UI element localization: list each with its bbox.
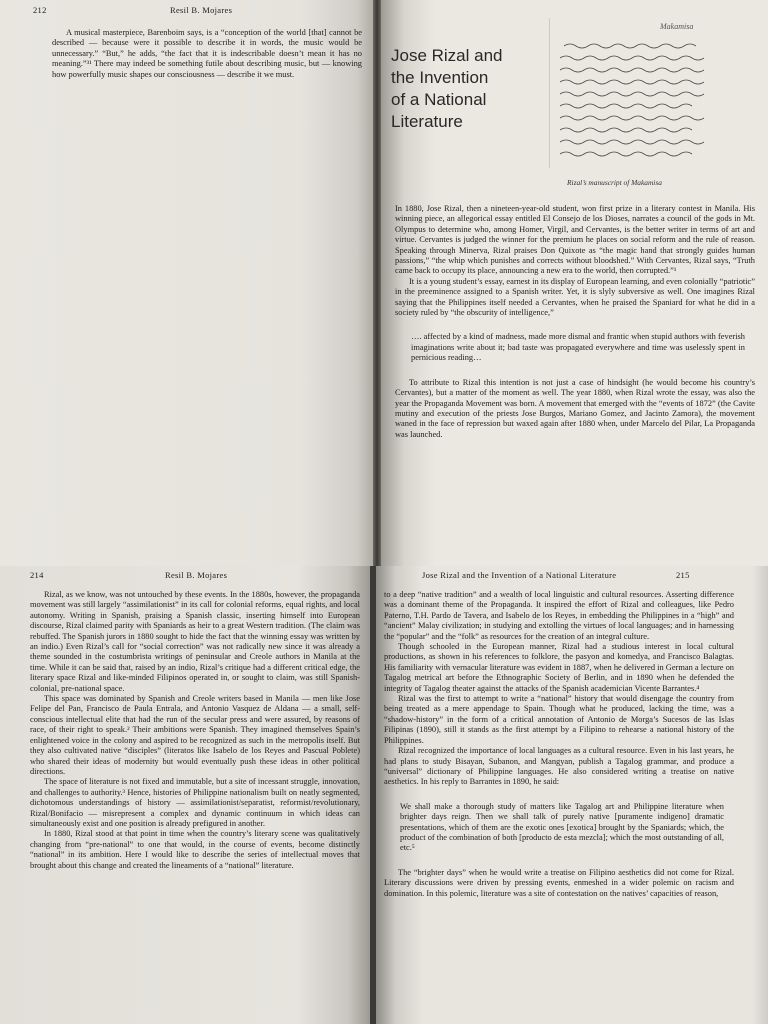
manuscript-image [549,18,760,168]
paragraph: to a deep “native tradition” and a wealth of local linguistic and cultural resources. Asserting difference was a dominant theme of the Propaganda. It inspired the effort of Rizal and colleagues, like Pedro Paterno, T.H. Pardo de Tavera, and Isabelo de los Reyes, in embedding the Philippines in a “high” and “ancient” Malay civilization; in studying and extolling the virtues of local languages; and in harnessing the “popular” and the “folk” as resources for the creation of an integral culture. [384,590,734,641]
paragraph: To attribute to Rizal this intention is not just a case of hindsight (he would become his country’s Cervantes), but a matter of the moment as well. The year 1880, when Rizal wrote the essay, was also the year the Propaganda Movement was born. A movement that emerged with the “events of 1872” (the Cavite mutiny and execution of the priests Jose Burgos, Mariano Gomez, and Jacinto Zamora), the movement waned in the face of repression but waxed again after 1880 when, under Marcelo del Pilar, La Propaganda was launched. [395,377,755,439]
paragraph: Rizal, as we know, was not untouched by these events. In the 1880s, however, the propaganda movement was still largely “assimilationist” in its call for colonial reforms, equal rights, and local autonomy. Writing in Spanish, praising a Spanish classic, inserting himself into European discourse, Rizal claimed parity with Spaniards as heir to a great Western tradition. (The claim was rebuffed. The Spanish jurors in 1880 sought to hide the fact that the winning essay was written by an indio.) Even Rizal’s call for “social correction” was not radically new since it was already a theme sounded in the costumbrista writings of peninsular and Creole authors in Manila at the time. While it can be said that, raised by an indio, Rizal’s critique had a different critical edge, the literary space Rizal and like-minded Filipinos operated in, or sought to claim, was still Spanish-colonial, pre-national space. [30,590,360,693]
block-quote: …. affected by a kind of madness, made more dismal and frantic when stupid authors with feverish imaginations write about it; bad taste was propagated everywhere and time was uselessly spent in pernicious reading… [411,332,745,363]
page-214 [0,566,370,1024]
paragraph: In 1880, Jose Rizal, then a nineteen-year-old student, won first prize in a literary contest in Manila. His winning piece, an allegorical essay entitled El Consejo de los Dioses, narrates a council of the gods in Mt. Olympus to determine who, among Homer, Virgil, and Cervantes, is the better writer in terms of art and virtue. Cervantes is judged the winner for the premium he places on social reform and the rule of reason. Speaking through Minerva, Rizal praises Don Quixote as “the magic hand that strongly guides human passions,” “the whip which punishes and corrects without bloodshed.” With Cervantes, Rizal says, “Truth came back to occupy its place, announcing a new era to the world, then corrupted.”¹ [395,204,755,276]
paragraph: It is a young student’s essay, earnest in its display of European learning, and even colonially “patriotic” in the preeminence assigned to a Spanish writer. Yet, it is slyly subversive as well. One imagines Rizal saying that the Philippines itself needed a Cervantes, when he praised the Spaniard for what he did in a society ruled by “the obscurity of intelligence,” [395,276,755,318]
page-number: 214 [30,570,44,580]
handwriting-illustration [550,18,760,168]
block-quote: We shall make a thorough study of matters like Tagalog art and Philippine literature when brighter days reign. Then we shall talk of purely native [puramente indigeno] dramatic presentations, which of them are the exotic ones [exotica] brought by the Spaniards; which, the product of the combination of both [producto de esta mezcla]; which the most outstanding of all, etc.⁵ [400,801,724,853]
page-number: 212 [33,5,47,15]
page-213 [381,0,768,566]
running-head: Resil B. Mojares [165,570,228,580]
text-block [395,204,755,440]
paragraph: In 1880, Rizal stood at that point in time when the country’s literary scene was qualitatively changing from “pre-national” to one that would, in the course of events, become distinctly “national” in its ambition. Here I would like to describe the series of intellectual moves that brought about this change and created the lineaments of a “national” literature. [30,829,360,870]
page-215 [376,566,768,1024]
page-number: 215 [676,570,690,580]
paragraph: The space of literature is not fixed and immutable, but a site of incessant struggle, innovation, and challenges to authority.³ Hence, histories of Philippine nationalism built on neatly segmented, dichotomous understandings of history — assimilationist/separatist, reformist/revolutionary, Rizal/Bonifacio — misrepresent a complex and dynamic continuum in which ideas can simultaneously exist and one position is already prefigured in another. [30,777,360,828]
text-block [384,590,734,899]
manuscript-heading: Makamisa [660,22,694,31]
paragraph: Though schooled in the European manner, Rizal had a studious interest in local cultural productions, as shown in his references to folklore, the pasyon and komedya, and Francisco Balagtas. His familiarity with vernacular literature was evident in 1887, when he delivered in German a lecture on Tagalog metrical art before the Ethnographic Society of Berlin, and in 1890 when he defended the integrity of Tagalog theater against the attacks of the Spanish academician Vicente Barrantes.⁴ [384,642,734,693]
title-line: Jose Rizal and [391,46,503,65]
chapter-title [391,45,541,133]
text-block [30,590,360,871]
title-line: of a National [391,90,487,109]
page-212 [0,0,376,566]
text-block [52,28,362,80]
paragraph: Rizal was the first to attempt to write a “national” history that would disengage the country from being treated as a mere appendage to Spain. Though what he produced, lacking the time, was a “shadow-history” in the form of a critical annotation of Antonio de Morga’s Sucesos de las Islas Filipinas (1890), still it stands as the first attempt by a Filipino to rehearse a national history of the Philippines. [384,694,734,745]
paragraph: This space was dominated by Spanish and Creole writers based in Manila — men like Jose Felipe del Pan, Francisco de Paula Entrala, and Antonio Vasquez de Aldana — a small, self-conscious intellectual elite that had the run of the secular press and were assured, by reasons of race, of their right to speak.² Their ambitions were Spanish. They imagined themselves Spain’s enlightened voice in the colony and aspired to be recognized as such in the metropolis itself. But they also cultivated native “disciples” (literatos like Isabelo de los Reyes and Pascual Poblete) who shared their ideas of modernity but would eventually push these ideas in other political directions. [30,694,360,776]
book-spine [373,0,381,566]
title-line: Literature [391,112,463,131]
title-line: the Invention [391,68,489,87]
paragraph: A musical masterpiece, Barenboim says, is a “conception of the world [that] cannot be described — because were it possible to describe it in words, the music would be unnecessary.” “But,” he adds, “the fact that it is indescribable doesn’t mean it has no meaning.”³¹ There may indeed be something futile about describing music, but — knowing how powerfully music shapes our consciousness — describe it we must. [52,28,362,79]
running-head: Resil B. Mojares [170,5,233,15]
running-head: Jose Rizal and the Invention of a National Literature [422,570,617,580]
paragraph: Rizal recognized the importance of local languages as a cultural resource. Even in his last years, he had plans to study Bisayan, Subanon, and Mangyan, publish a Tagalog grammar, and produce a “universal” dictionary of Philippine languages. He also considered writing a treatise on native aesthetics. In his reply to Barrantes in 1890, he said: [384,746,734,787]
figure-caption: Rizal’s manuscript of Makamisa [567,178,662,187]
paragraph: The “brighter days” when he would write a treatise on Filipino aesthetics did not come for Rizal. Literary discussions were driven by pressing events, enmeshed in a wider polemic on racism and domination. In this polemic, literature was a site of contestation on the natives’ capacities of reason, [384,867,734,898]
